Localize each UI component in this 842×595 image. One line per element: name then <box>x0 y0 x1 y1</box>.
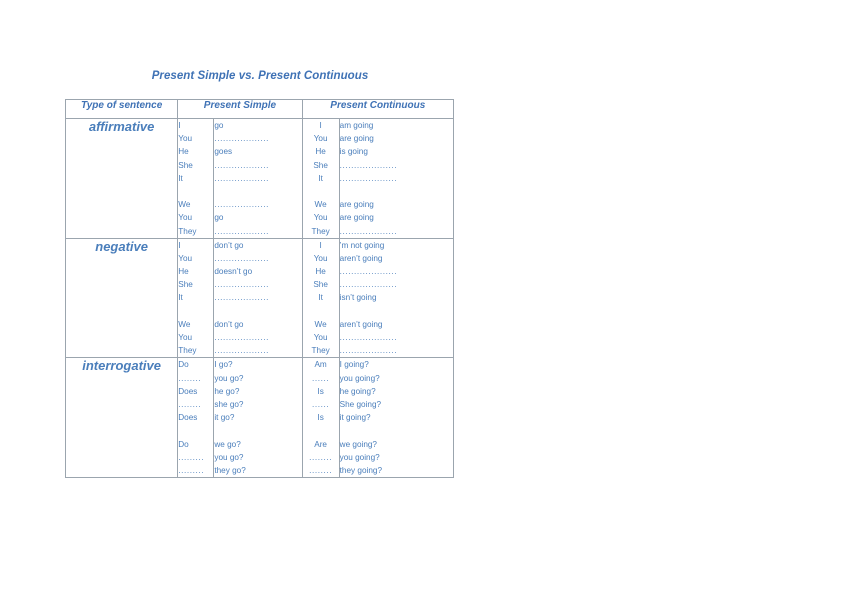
present-continuous-verb-column <box>339 358 453 478</box>
entry-line: We <box>314 319 327 329</box>
blank-dotted-line: ........ <box>309 465 333 475</box>
entry-line: ’m not going <box>339 240 385 250</box>
entry-line <box>214 159 301 172</box>
entry-line: He <box>315 267 326 277</box>
present-simple-subject-column <box>178 119 214 239</box>
sentence-type-label: affirmative <box>66 119 178 239</box>
entry-line: I <box>319 240 322 250</box>
entry-line: Is <box>317 413 324 423</box>
blank-dotted-line: ........ <box>178 373 202 383</box>
entry-line <box>305 372 337 385</box>
entry-line: I go? <box>214 360 233 370</box>
entry-line <box>214 132 301 145</box>
entry-line: you going? <box>339 452 380 462</box>
entry-line: She going? <box>339 399 382 409</box>
blank-dotted-line: ........ <box>178 399 202 409</box>
entry-line <box>214 172 301 185</box>
entry-line <box>178 464 213 477</box>
entry-line <box>178 398 213 411</box>
entry-line: She <box>313 280 328 290</box>
table-header-row <box>66 100 454 119</box>
entry-line <box>214 344 301 357</box>
entry-line: I <box>178 240 181 250</box>
entry-line: I <box>178 121 181 130</box>
entry-line: you going? <box>339 373 380 383</box>
entry-line <box>340 344 453 357</box>
entry-line: it go? <box>214 413 235 423</box>
entry-line: They <box>178 346 197 356</box>
blank-dotted-line: ................... <box>214 226 269 236</box>
present-simple-verb-column <box>214 238 302 358</box>
entry-line: It <box>178 173 183 183</box>
entry-line: You <box>178 134 193 144</box>
entry-line <box>340 278 453 291</box>
present-continuous-subject-column <box>302 238 339 358</box>
entry-line <box>340 225 453 238</box>
present-continuous-verb-column <box>339 119 453 239</box>
entry-line: it going? <box>339 413 371 423</box>
blank-dotted-line: ................... <box>214 253 269 263</box>
present-simple-subject-column <box>178 238 214 358</box>
blank-dotted-line: .................... <box>339 226 398 236</box>
blank-dotted-line: ......... <box>178 452 205 462</box>
entry-line: We <box>178 319 191 329</box>
entry-line: She <box>313 160 328 170</box>
entry-line: Does <box>178 386 198 396</box>
entry-line: are going <box>339 200 374 210</box>
entry-line: They <box>311 226 330 236</box>
sentence-type-label: interrogative <box>66 358 178 478</box>
blank-dotted-line: .................... <box>339 333 398 342</box>
entry-line: we go? <box>214 439 241 449</box>
blank-dotted-line: ...... <box>311 399 330 409</box>
entry-line: you go? <box>214 373 244 383</box>
entry-line: It <box>178 293 183 303</box>
entry-line: don’t go <box>214 240 244 250</box>
entry-line: You <box>313 134 328 144</box>
present-simple-verb-column <box>214 358 302 478</box>
blank-dotted-line: ........ <box>309 452 333 462</box>
entry-line: Are <box>314 439 327 449</box>
present-continuous-subject-column <box>302 119 339 239</box>
entry-line <box>214 331 301 344</box>
blank-dotted-line: ................... <box>214 200 269 210</box>
entry-line: He <box>315 147 326 157</box>
entry-line: he going? <box>339 386 376 396</box>
entry-line: She <box>178 160 193 170</box>
entry-line: doesn’t go <box>214 267 253 277</box>
present-simple-verb-column <box>214 119 302 239</box>
entry-line <box>214 278 301 291</box>
entry-line: You <box>313 333 328 342</box>
entry-line: They <box>178 226 197 236</box>
entry-line <box>214 198 301 211</box>
entry-line <box>340 172 453 185</box>
entry-line: aren’t going <box>339 253 383 263</box>
blank-dotted-line: ................... <box>214 160 269 170</box>
entry-line: Is <box>317 386 324 396</box>
entry-line: am going <box>339 121 374 130</box>
entry-line: It <box>318 293 323 303</box>
entry-line <box>305 464 337 477</box>
entry-line: go <box>214 213 224 223</box>
entry-line: goes <box>214 147 233 157</box>
blank-dotted-line: .................... <box>339 267 398 277</box>
header-present-continuous: Present Continuous <box>302 100 453 119</box>
present-continuous-subject-column <box>302 358 339 478</box>
blank-dotted-line: ................... <box>214 293 269 303</box>
entry-line: you go? <box>214 452 244 462</box>
entry-line: We <box>178 200 191 210</box>
entry-line: he go? <box>214 386 240 396</box>
entry-line <box>214 291 301 304</box>
entry-line: Do <box>178 360 189 370</box>
blank-dotted-line: ................... <box>214 173 269 183</box>
entry-line: She <box>178 280 193 290</box>
blank-dotted-line: .................... <box>339 346 398 356</box>
header-present-simple: Present Simple <box>178 100 302 119</box>
entry-line: go <box>214 121 224 130</box>
entry-line: Do <box>178 439 189 449</box>
entry-line <box>340 265 453 278</box>
entry-line: she go? <box>214 399 244 409</box>
entry-line <box>214 225 301 238</box>
grammar-comparison-table <box>65 99 454 478</box>
entry-line: You <box>178 213 193 223</box>
entry-line: It <box>318 173 323 183</box>
entry-line <box>305 398 337 411</box>
entry-line <box>340 331 453 344</box>
entry-line <box>214 252 301 265</box>
blank-dotted-line: ......... <box>178 465 205 475</box>
blank-dotted-line: ................... <box>214 280 269 290</box>
entry-line: are going <box>339 213 374 223</box>
table-row <box>66 238 454 358</box>
entry-line <box>178 372 213 385</box>
entry-line: we going? <box>339 439 377 449</box>
header-type-of-sentence: Type of sentence <box>66 100 178 119</box>
entry-line: He <box>178 267 189 277</box>
entry-line: You <box>178 333 193 342</box>
entry-line: He <box>178 147 189 157</box>
present-simple-subject-column <box>178 358 214 478</box>
blank-dotted-line: ................... <box>214 346 269 356</box>
entry-line: they going? <box>339 465 382 475</box>
entry-line: They <box>311 346 330 356</box>
entry-line: Am <box>314 360 327 370</box>
entry-line <box>305 451 337 464</box>
blank-dotted-line: .................... <box>339 160 398 170</box>
entry-line: Does <box>178 413 198 423</box>
entry-line: they go? <box>214 465 246 475</box>
entry-line: don’t go <box>214 319 244 329</box>
entry-line: isn’t going <box>339 293 377 303</box>
entry-line: You <box>313 253 328 263</box>
entry-line: I going? <box>339 360 369 370</box>
entry-line: We <box>314 200 327 210</box>
sentence-type-label: negative <box>66 238 178 358</box>
blank-dotted-line: .................... <box>339 280 398 290</box>
entry-line: You <box>313 213 328 223</box>
entry-line: I <box>319 121 322 130</box>
present-continuous-verb-column <box>339 238 453 358</box>
entry-line: is going <box>339 147 368 157</box>
blank-dotted-line: ................... <box>214 333 269 342</box>
blank-dotted-line: .................... <box>339 173 398 183</box>
table-row <box>66 119 454 239</box>
table-row <box>66 358 454 478</box>
table-body <box>66 119 454 478</box>
entry-line: You <box>178 253 193 263</box>
blank-dotted-line: ................... <box>214 134 269 144</box>
entry-line <box>178 451 213 464</box>
page-title: Present Simple vs. Present Continuous <box>151 70 369 82</box>
entry-line: aren’t going <box>339 319 383 329</box>
entry-line: are going <box>339 134 374 144</box>
blank-dotted-line: ...... <box>311 373 330 383</box>
entry-line <box>340 159 453 172</box>
